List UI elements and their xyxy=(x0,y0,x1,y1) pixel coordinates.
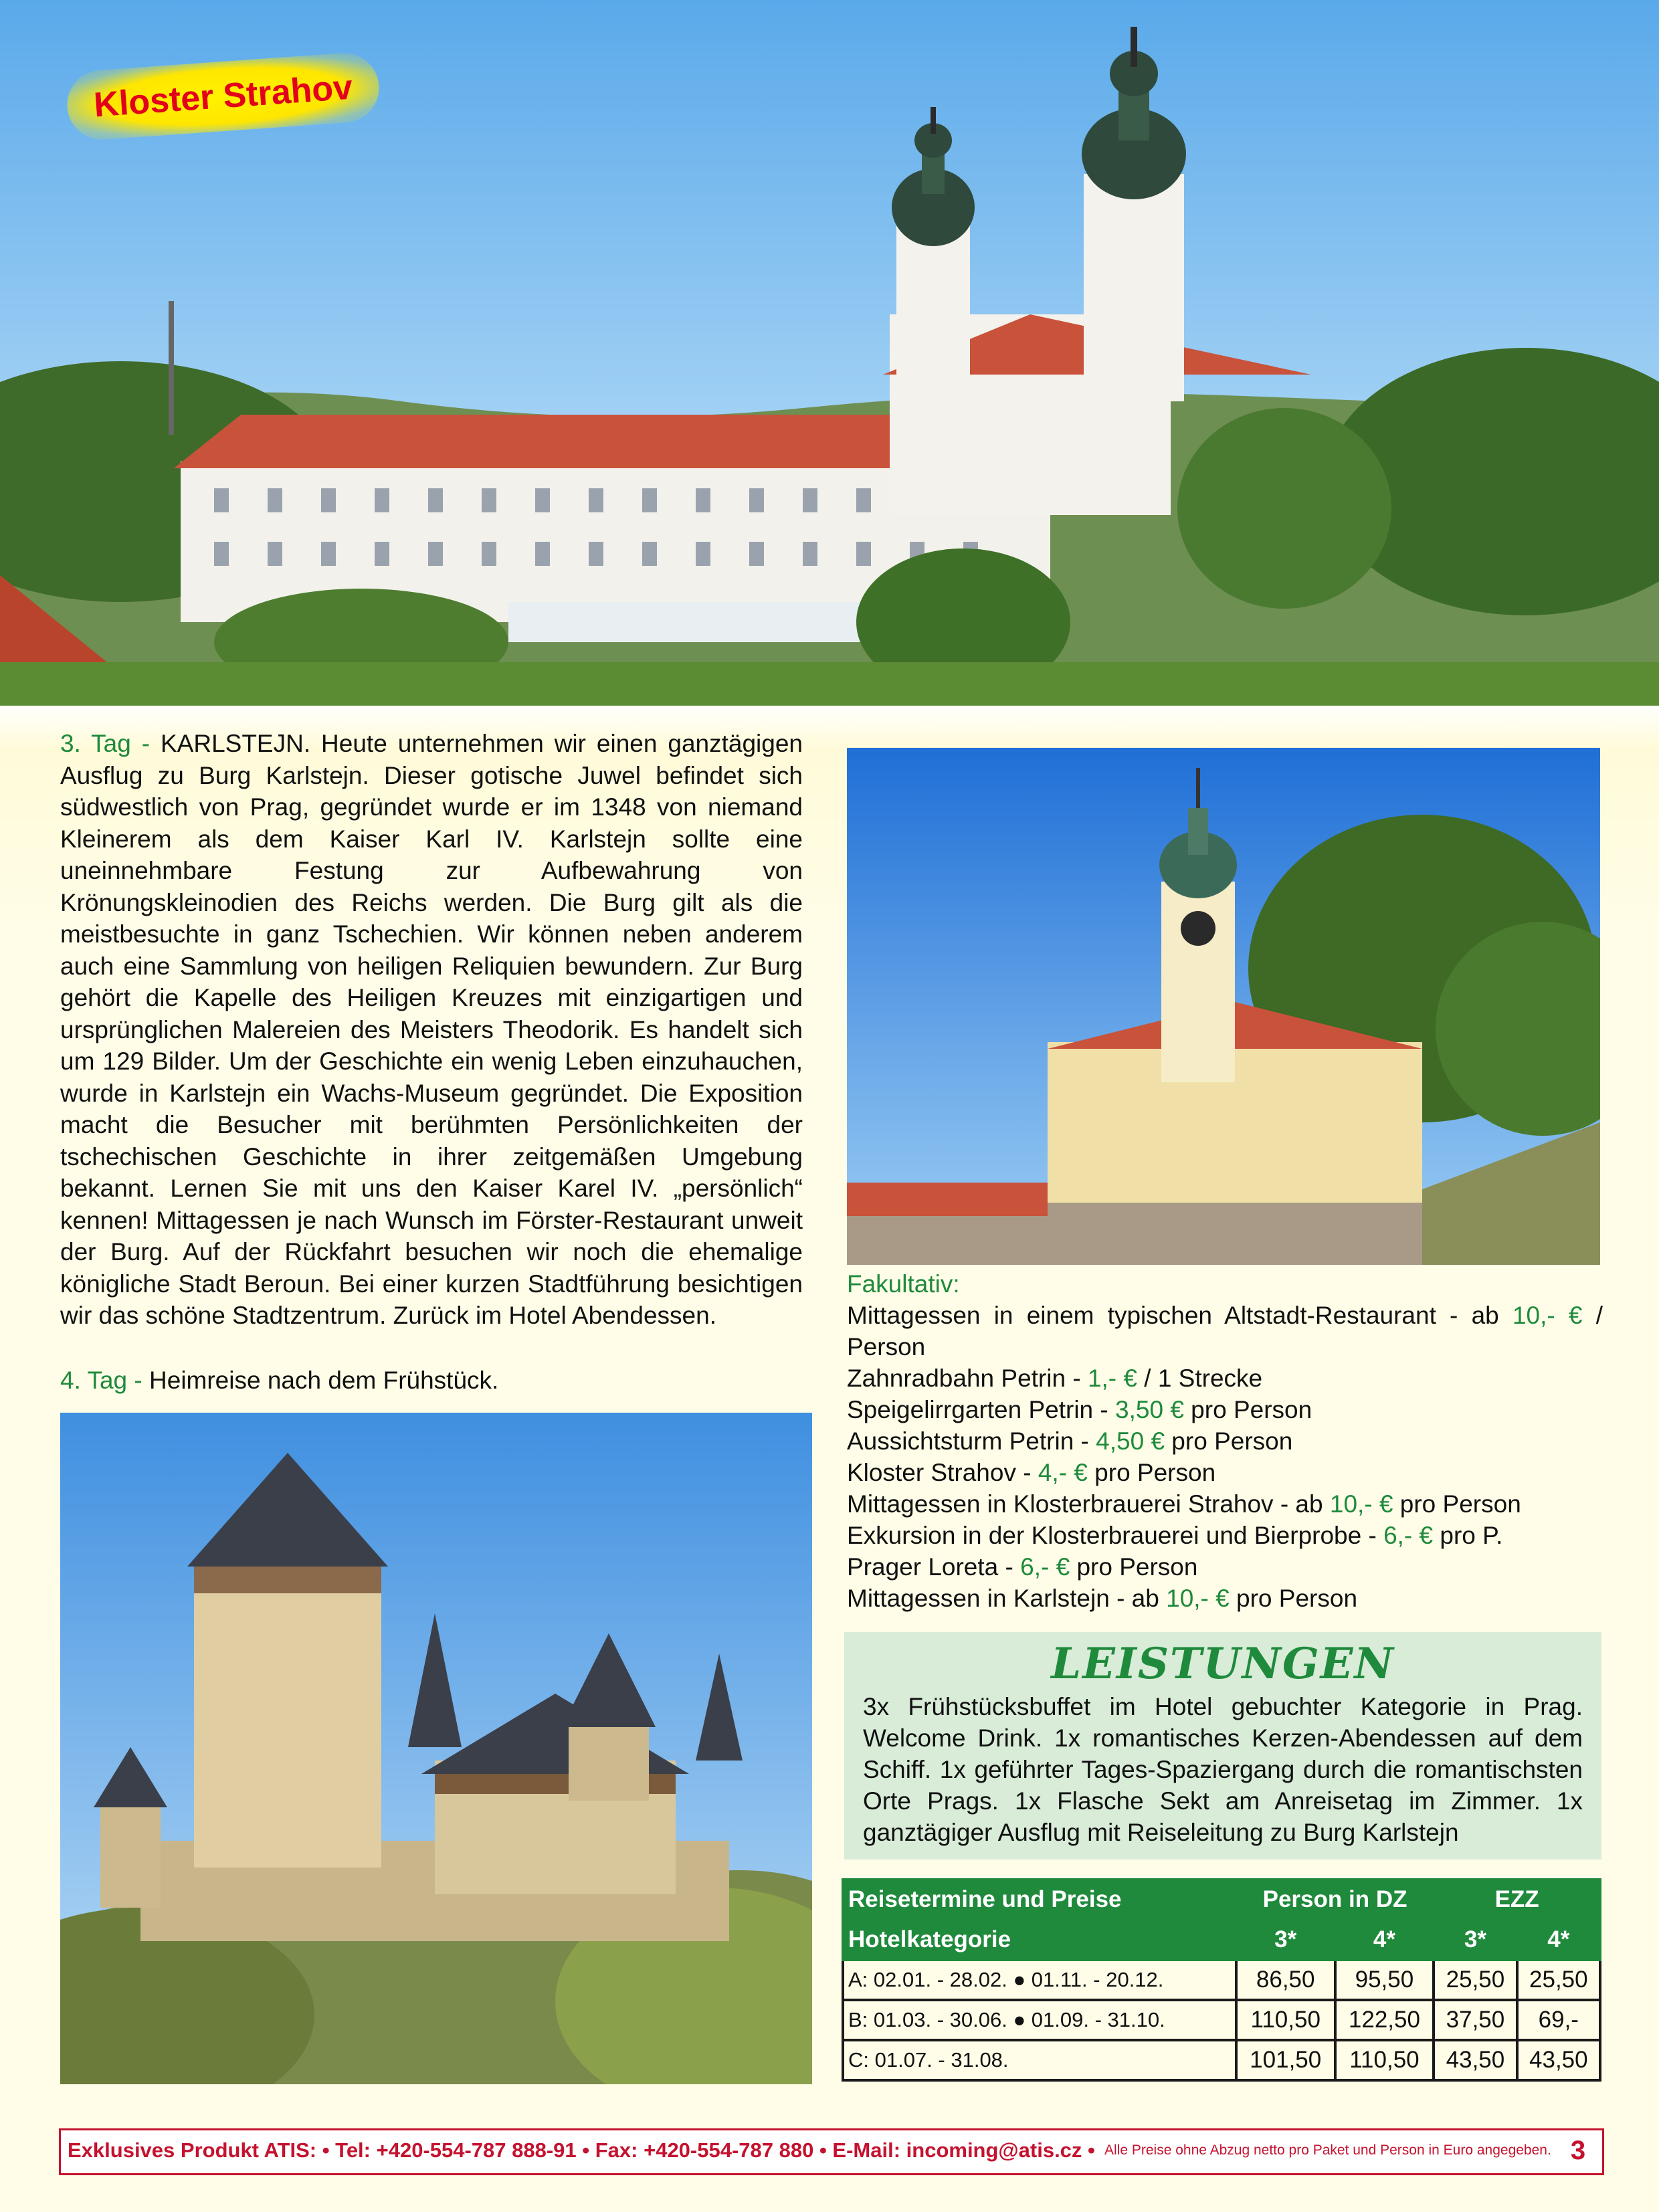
price-ezz-4: 69,- xyxy=(1517,2000,1600,2040)
item-text: Speigelirrgarten Petrin - xyxy=(847,1396,1116,1423)
price-ezz-3: 43,50 xyxy=(1434,2040,1517,2080)
row-period: B: 01.03. - 30.06. ● 01.09. - 31.10. xyxy=(843,2000,1236,2040)
header-ezz: EZZ xyxy=(1434,1880,1600,1920)
fakultativ-item-6 xyxy=(847,1488,1603,1520)
item-suffix: pro Person xyxy=(1393,1490,1521,1518)
item-price: 1,- € xyxy=(1087,1365,1137,1392)
table-row xyxy=(843,2040,1600,2080)
fakultativ-item-9 xyxy=(847,1583,1603,1614)
item-text: Mittagessen in Karlstejn - ab xyxy=(847,1585,1167,1612)
price-table xyxy=(842,1878,1601,2082)
item-price: 10,- € xyxy=(1512,1302,1583,1329)
photo-burg-karlstejn xyxy=(60,1413,812,2084)
table-row xyxy=(843,2000,1600,2040)
fakultativ-item-5 xyxy=(847,1457,1603,1488)
row-period: C: 01.07. - 31.08. xyxy=(843,2040,1236,2080)
item-text: Zahnradbahn Petrin - xyxy=(847,1365,1088,1392)
footer-bar xyxy=(59,2128,1604,2175)
item-price: 10,- € xyxy=(1329,1490,1393,1518)
hero-badge: Kloster Strahov xyxy=(65,51,381,142)
day4-paragraph xyxy=(60,1365,803,1397)
leistungen-box xyxy=(844,1632,1601,1859)
price-header-row-2 xyxy=(843,1920,1600,1960)
item-suffix: pro Person xyxy=(1070,1553,1198,1581)
day4-text: Heimreise nach dem Frühstück. xyxy=(149,1367,499,1394)
page-number: 3 xyxy=(1570,2136,1586,2165)
item-price: 6,- € xyxy=(1383,1522,1434,1549)
item-price: 4,50 € xyxy=(1096,1427,1165,1455)
header-dz-4: 4* xyxy=(1335,1920,1434,1960)
day3-label: 3. Tag - xyxy=(60,730,151,757)
fakultativ-title: Fakultativ: xyxy=(847,1270,960,1298)
price-dz-3: 86,50 xyxy=(1236,1960,1335,2000)
price-dz-3: 101,50 xyxy=(1236,2040,1335,2080)
price-dz-4: 110,50 xyxy=(1335,2040,1434,2080)
item-text: Mittagessen in Klosterbrauerei Strahov - ab xyxy=(847,1490,1330,1518)
item-price: 10,- € xyxy=(1166,1585,1230,1612)
price-header-row-1 xyxy=(843,1880,1600,1920)
fakultativ-item-3 xyxy=(847,1394,1603,1425)
leistungen-text: 3x Frühstücksbuffet im Hotel gebuchter Kategorie in Prag. Welcome Drink. 1x romantisches Kerzen-Abendessen auf dem Schiff. 1x geführter Tages-Spaziergang durch die romantischsten Orte Prags. 1x Flasche Sekt am Anreisetag im Zimmer. 1x ganztägiger Ausflug mit Reiseleitung zu Burg Karlstejn xyxy=(863,1693,1583,1846)
item-suffix: pro Person xyxy=(1229,1585,1358,1612)
header-hotelkategorie: Hotelkategorie xyxy=(843,1920,1236,1960)
price-ezz-4: 43,50 xyxy=(1517,2040,1600,2080)
price-dz-4: 95,50 xyxy=(1335,1960,1434,2000)
item-text: Mittagessen in einem typischen Altstadt-Restaurant - ab xyxy=(847,1302,1512,1329)
item-suffix: pro Person xyxy=(1183,1396,1312,1423)
fakultativ-section xyxy=(847,1268,1603,1614)
item-suffix: pro P. xyxy=(1433,1522,1503,1549)
item-text: Kloster Strahov - xyxy=(847,1459,1038,1486)
price-dz-4: 122,50 xyxy=(1335,2000,1434,2040)
day3-paragraph xyxy=(60,728,803,1332)
leistungen-title: LEISTUNGEN xyxy=(1051,1639,1395,1689)
item-price: 4,- € xyxy=(1038,1459,1088,1486)
item-text: Aussichtsturm Petrin - xyxy=(847,1427,1096,1455)
fakultativ-item-2 xyxy=(847,1363,1603,1394)
day3-text: KARLSTEJN. Heute unternehmen wir einen ganztägigen Ausflug zu Burg Karlstejn. Dieser gotische Juwel befindet sich südwestlich von Prag, gegründet wurde er im 1348 von niemand Kleinerem als dem Kaiser Karl IV. Karlstejn sollte eine uneinnehmbare Festung zur Aufbewahrung von Krönungskleinodien des Reichs werden. Die Burg gilt als die meistbesuchte in ganz Tschechien. Wir können neben anderem auch eine Sammlung von heiligen Reliquien bewundern. Zur Burg gehört die Kapelle des Heiligen Kreuzes mit einzigartigen und ursprünglichen Malereien des Meisters Theodorik. Es handelt sich um 129 Bilder. Um der Geschichte ein wenig Leben einzuhauchen, wurde in Karlstejn ein Wachs-Museum gegründet. Die Exposition macht die Besucher mit berühmten Persönlichkeiten der tschechischen Geschichte in ihrer zeitgemäßen Umgebung bekannt. Lernen Sie mit uns den Kaiser Karel IV. „persönlich“ kennen! Mittagessen je nach Wunsch im Förster-Restaurant unweit der Burg. Auf der Rückfahrt besuchen wir noch die ehemalige königliche Stadt Beroun. Bei einer kurzen Stadtführung besichtigen wir das schöne Stadtzentrum. Zurück im Hotel Abendessen. xyxy=(60,730,803,1329)
header-reisetermine: Reisetermine und Preise xyxy=(843,1880,1236,1920)
price-dz-3: 110,50 xyxy=(1236,2000,1335,2040)
table-row xyxy=(843,1960,1600,2000)
loreta-illustration xyxy=(847,748,1600,1265)
item-suffix: / 1 Strecke xyxy=(1137,1365,1263,1392)
fakultativ-item-7 xyxy=(847,1520,1603,1551)
item-suffix: pro Person xyxy=(1087,1459,1216,1486)
header-dz-3: 3* xyxy=(1236,1920,1335,1960)
day4-label: 4. Tag - xyxy=(60,1367,142,1394)
price-ezz-3: 37,50 xyxy=(1434,2000,1517,2040)
item-price: 3,50 € xyxy=(1115,1396,1184,1423)
footer-contact: Exklusives Produkt ATIS: • Tel: +420-554-787 888-91 • Fax: +420-554-787 880 • E-Mail: incoming@atis.cz • xyxy=(68,2138,1095,2162)
price-ezz-4: 25,50 xyxy=(1517,1960,1600,2000)
price-ezz-3: 25,50 xyxy=(1434,1960,1517,2000)
item-text: Prager Loreta - xyxy=(847,1553,1021,1581)
header-ezz-3: 3* xyxy=(1434,1920,1517,1960)
item-price: 6,- € xyxy=(1020,1553,1070,1581)
row-period: A: 02.01. - 28.02. ● 01.11. - 20.12. xyxy=(843,1960,1236,2000)
fakultativ-item-4 xyxy=(847,1425,1603,1457)
item-suffix: / Person xyxy=(847,1302,1603,1361)
header-person-dz: Person in DZ xyxy=(1236,1880,1434,1920)
item-suffix: pro Person xyxy=(1165,1427,1293,1455)
footer-price-note: Alle Preise ohne Abzug netto pro Paket und Person in Euro angegeben. xyxy=(1104,2142,1551,2158)
photo-prager-loreta xyxy=(847,748,1600,1265)
fakultativ-item-1 xyxy=(847,1300,1603,1363)
fakultativ-item-8 xyxy=(847,1551,1603,1583)
header-ezz-4: 4* xyxy=(1517,1920,1600,1960)
item-text: Exkursion in der Klosterbrauerei und Bierprobe - xyxy=(847,1522,1384,1549)
karlstejn-illustration xyxy=(60,1413,812,2084)
